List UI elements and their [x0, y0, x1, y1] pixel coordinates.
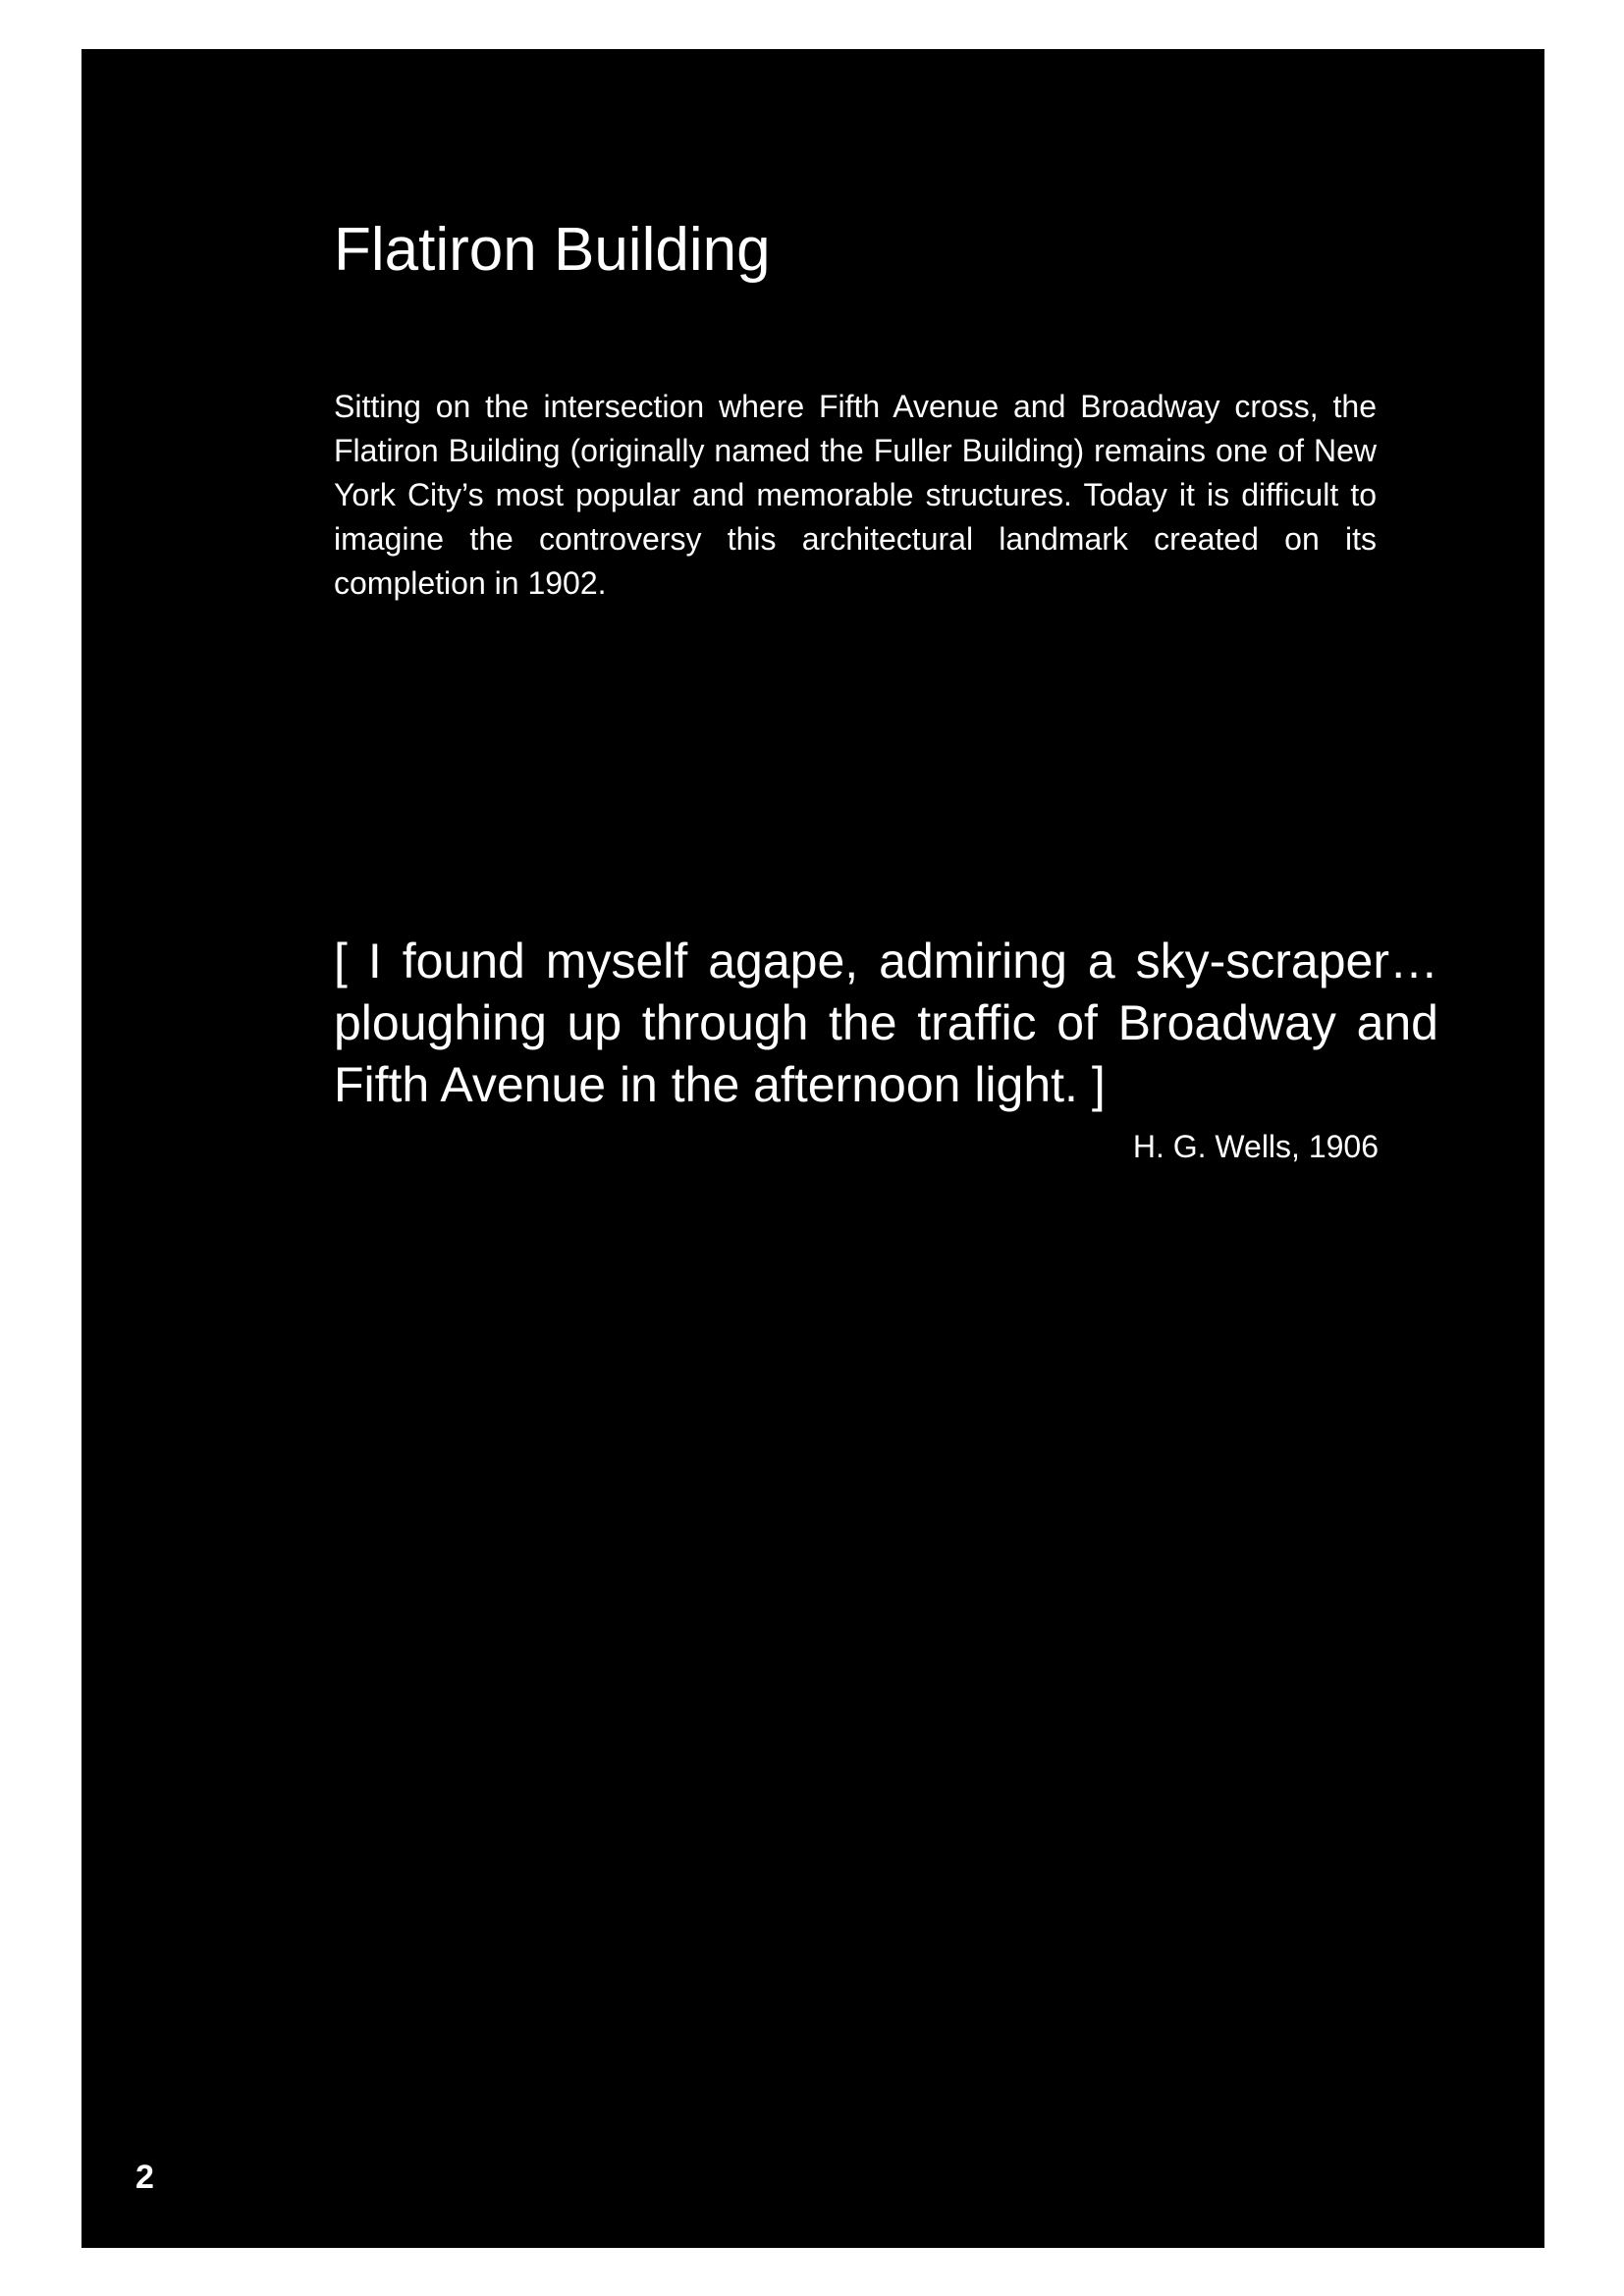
pull-quote: [ I found myself agape, admiring a sky-scraper… ploughing up through the traffic of Broadway and Fifth Avenue in the afternoon light. ]	[334, 934, 1438, 1112]
page-number: 2	[135, 2159, 154, 2196]
page-title: Flatiron Building	[334, 216, 771, 284]
intro-paragraph: Sitting on the intersection where Fifth Avenue and Broadway cross, the Flatiron Building (originally named the Fuller Building) remains one of New York City’s most popular and memorable structures. Today it is difficult to imagine the controversy this architectural landmark created on its completion in 1902.	[334, 389, 1377, 601]
quote-attribution: H. G. Wells, 1906	[1132, 1129, 1379, 1164]
